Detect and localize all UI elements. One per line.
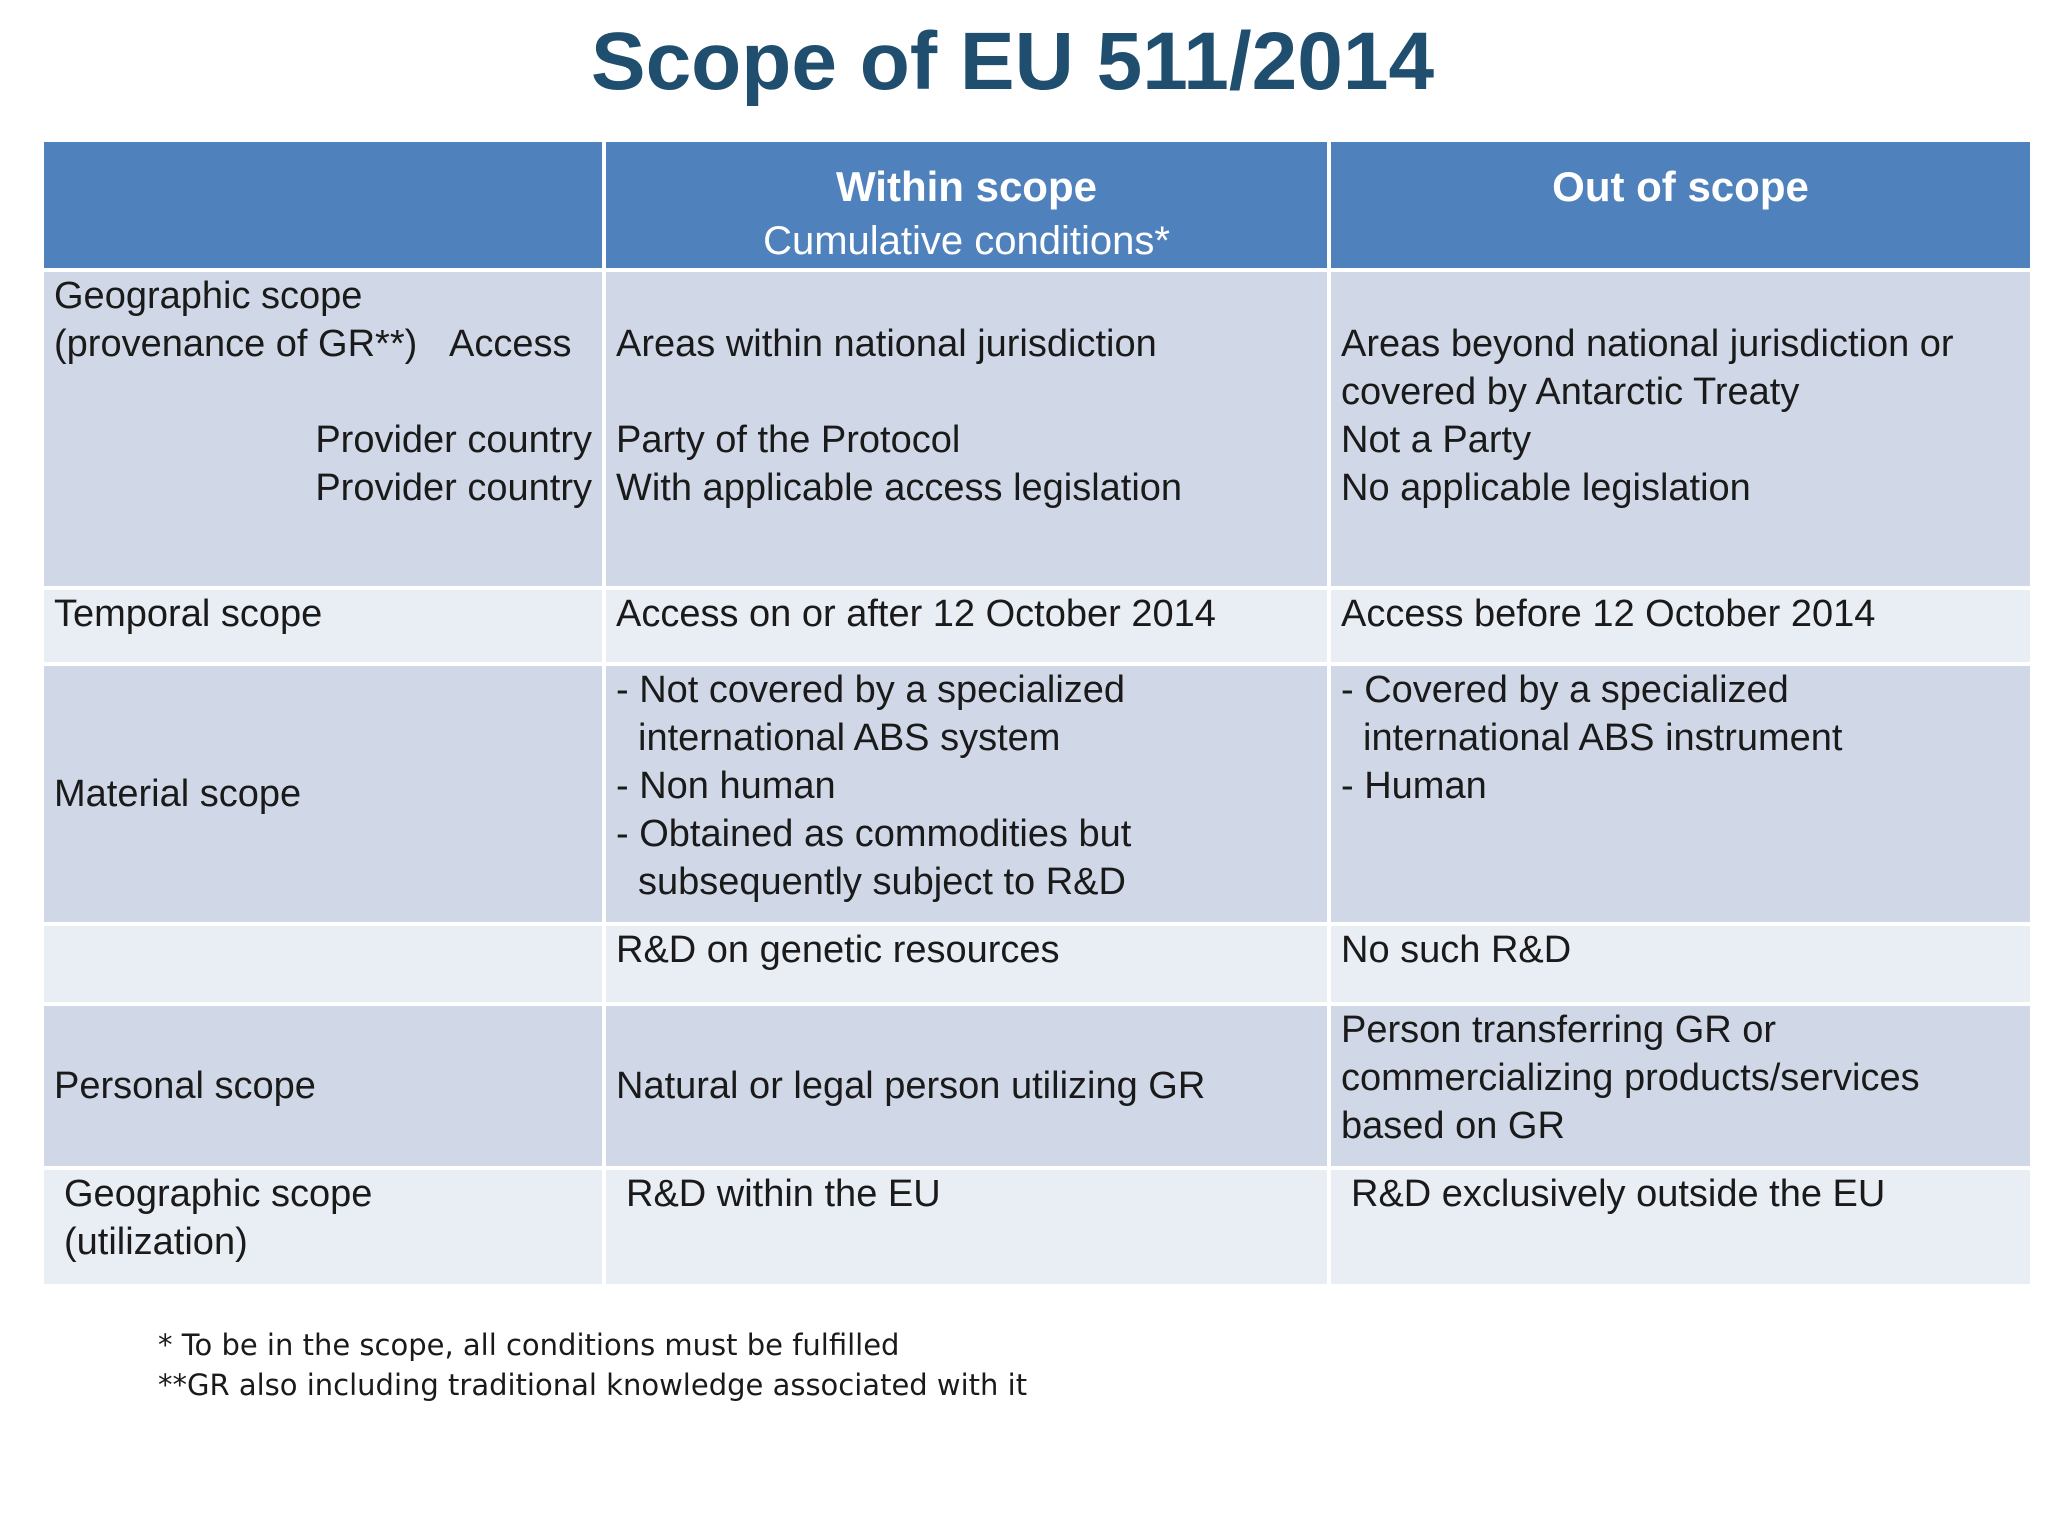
cell-text: - Non human xyxy=(616,765,836,807)
cell-text: No applicable legislation xyxy=(1341,467,1751,509)
cell-within-personal: Natural or legal person utilizing GR xyxy=(604,1004,1329,1168)
sub-label-provider-country: Provider country xyxy=(315,419,592,461)
cell-text: based on GR xyxy=(1341,1105,1565,1147)
scope-table xyxy=(40,138,2034,1288)
page-title: Scope of EU 511/2014 xyxy=(590,16,1435,107)
cell-text: Areas within national jurisdiction xyxy=(616,323,1157,365)
footnote: * To be in the scope, all conditions must be fulfilled xyxy=(158,1328,900,1362)
spacer xyxy=(616,272,1317,320)
row-label-line: Geographic scope xyxy=(64,1173,373,1215)
cell-out-material xyxy=(1329,664,2032,924)
cell-within-rd: R&D on genetic resources xyxy=(604,924,1329,1004)
cell-text: - Human xyxy=(1341,765,1487,807)
row-label-rd xyxy=(42,924,604,1004)
cell-text: - Not covered by a specialized xyxy=(616,669,1126,711)
cell-out-geographic-provenance xyxy=(1329,270,2032,588)
table-row xyxy=(42,1004,2032,1168)
header-within-scope-title: Within scope xyxy=(836,163,1097,210)
cell-out-personal xyxy=(1329,1004,2032,1168)
row-label-geographic-provenance xyxy=(42,270,604,588)
row-label-geographic-utilization xyxy=(42,1168,604,1286)
cell-text: Person transferring GR or xyxy=(1341,1009,1777,1051)
cell-out-temporal: Access before 12 October 2014 xyxy=(1329,588,2032,664)
cell-text: Areas beyond national jurisdiction or xyxy=(1341,323,1954,365)
cell-within-geographic-utilization xyxy=(604,1168,1329,1286)
table-row xyxy=(42,588,2032,664)
cell-text: covered by Antarctic Treaty xyxy=(1341,371,1800,413)
row-label-text: (provenance of GR**) xyxy=(54,323,418,365)
cell-text: commercializing products/services xyxy=(1341,1057,1920,1099)
cell-text: international ABS instrument xyxy=(1363,717,1843,759)
spacer xyxy=(1341,272,2020,320)
cell-out-geographic-utilization xyxy=(1329,1168,2032,1286)
cell-text: - Covered by a specialized xyxy=(1341,669,1789,711)
cell-text: R&D within the EU xyxy=(626,1173,941,1215)
header-within-scope xyxy=(604,140,1329,270)
cell-text: With applicable access legislation xyxy=(616,467,1183,509)
cell-text: Not a Party xyxy=(1341,419,1532,461)
cell-text: subsequently subject to R&D xyxy=(638,861,1126,903)
cell-within-geographic-provenance xyxy=(604,270,1329,588)
row-label-line xyxy=(54,320,592,368)
footnote: **GR also including traditional knowledge associated with it xyxy=(158,1368,1028,1402)
table-header-row xyxy=(42,140,2032,270)
cell-within-temporal: Access on or after 12 October 2014 xyxy=(604,588,1329,664)
cell-out-rd: No such R&D xyxy=(1329,924,2032,1004)
row-label-line: (utilization) xyxy=(64,1221,248,1263)
row-label-line: Geographic scope xyxy=(54,275,363,317)
cell-text: Party of the Protocol xyxy=(616,419,961,461)
spacer xyxy=(616,368,1317,416)
row-label-material: Material scope xyxy=(42,664,604,924)
header-out-of-scope xyxy=(1329,140,2032,270)
table-row xyxy=(42,270,2032,588)
table-row xyxy=(42,664,2032,924)
sub-label-provider-country: Provider country xyxy=(315,467,592,509)
cell-text: R&D exclusively outside the EU xyxy=(1351,1173,1886,1215)
cell-within-material xyxy=(604,664,1329,924)
sub-label-access: Access xyxy=(448,323,572,365)
row-label-temporal: Temporal scope xyxy=(42,588,604,664)
cell-text: international ABS system xyxy=(638,717,1061,759)
header-empty-cell xyxy=(42,140,604,270)
header-within-scope-subtitle: Cumulative conditions* xyxy=(763,219,1170,263)
header-out-of-scope-title: Out of scope xyxy=(1552,163,1809,210)
table-row xyxy=(42,924,2032,1004)
table-row xyxy=(42,1168,2032,1286)
row-label-personal: Personal scope xyxy=(42,1004,604,1168)
footnotes xyxy=(158,1325,1027,1405)
cell-text: - Obtained as commodities but xyxy=(616,813,1132,855)
spacer xyxy=(54,368,592,416)
